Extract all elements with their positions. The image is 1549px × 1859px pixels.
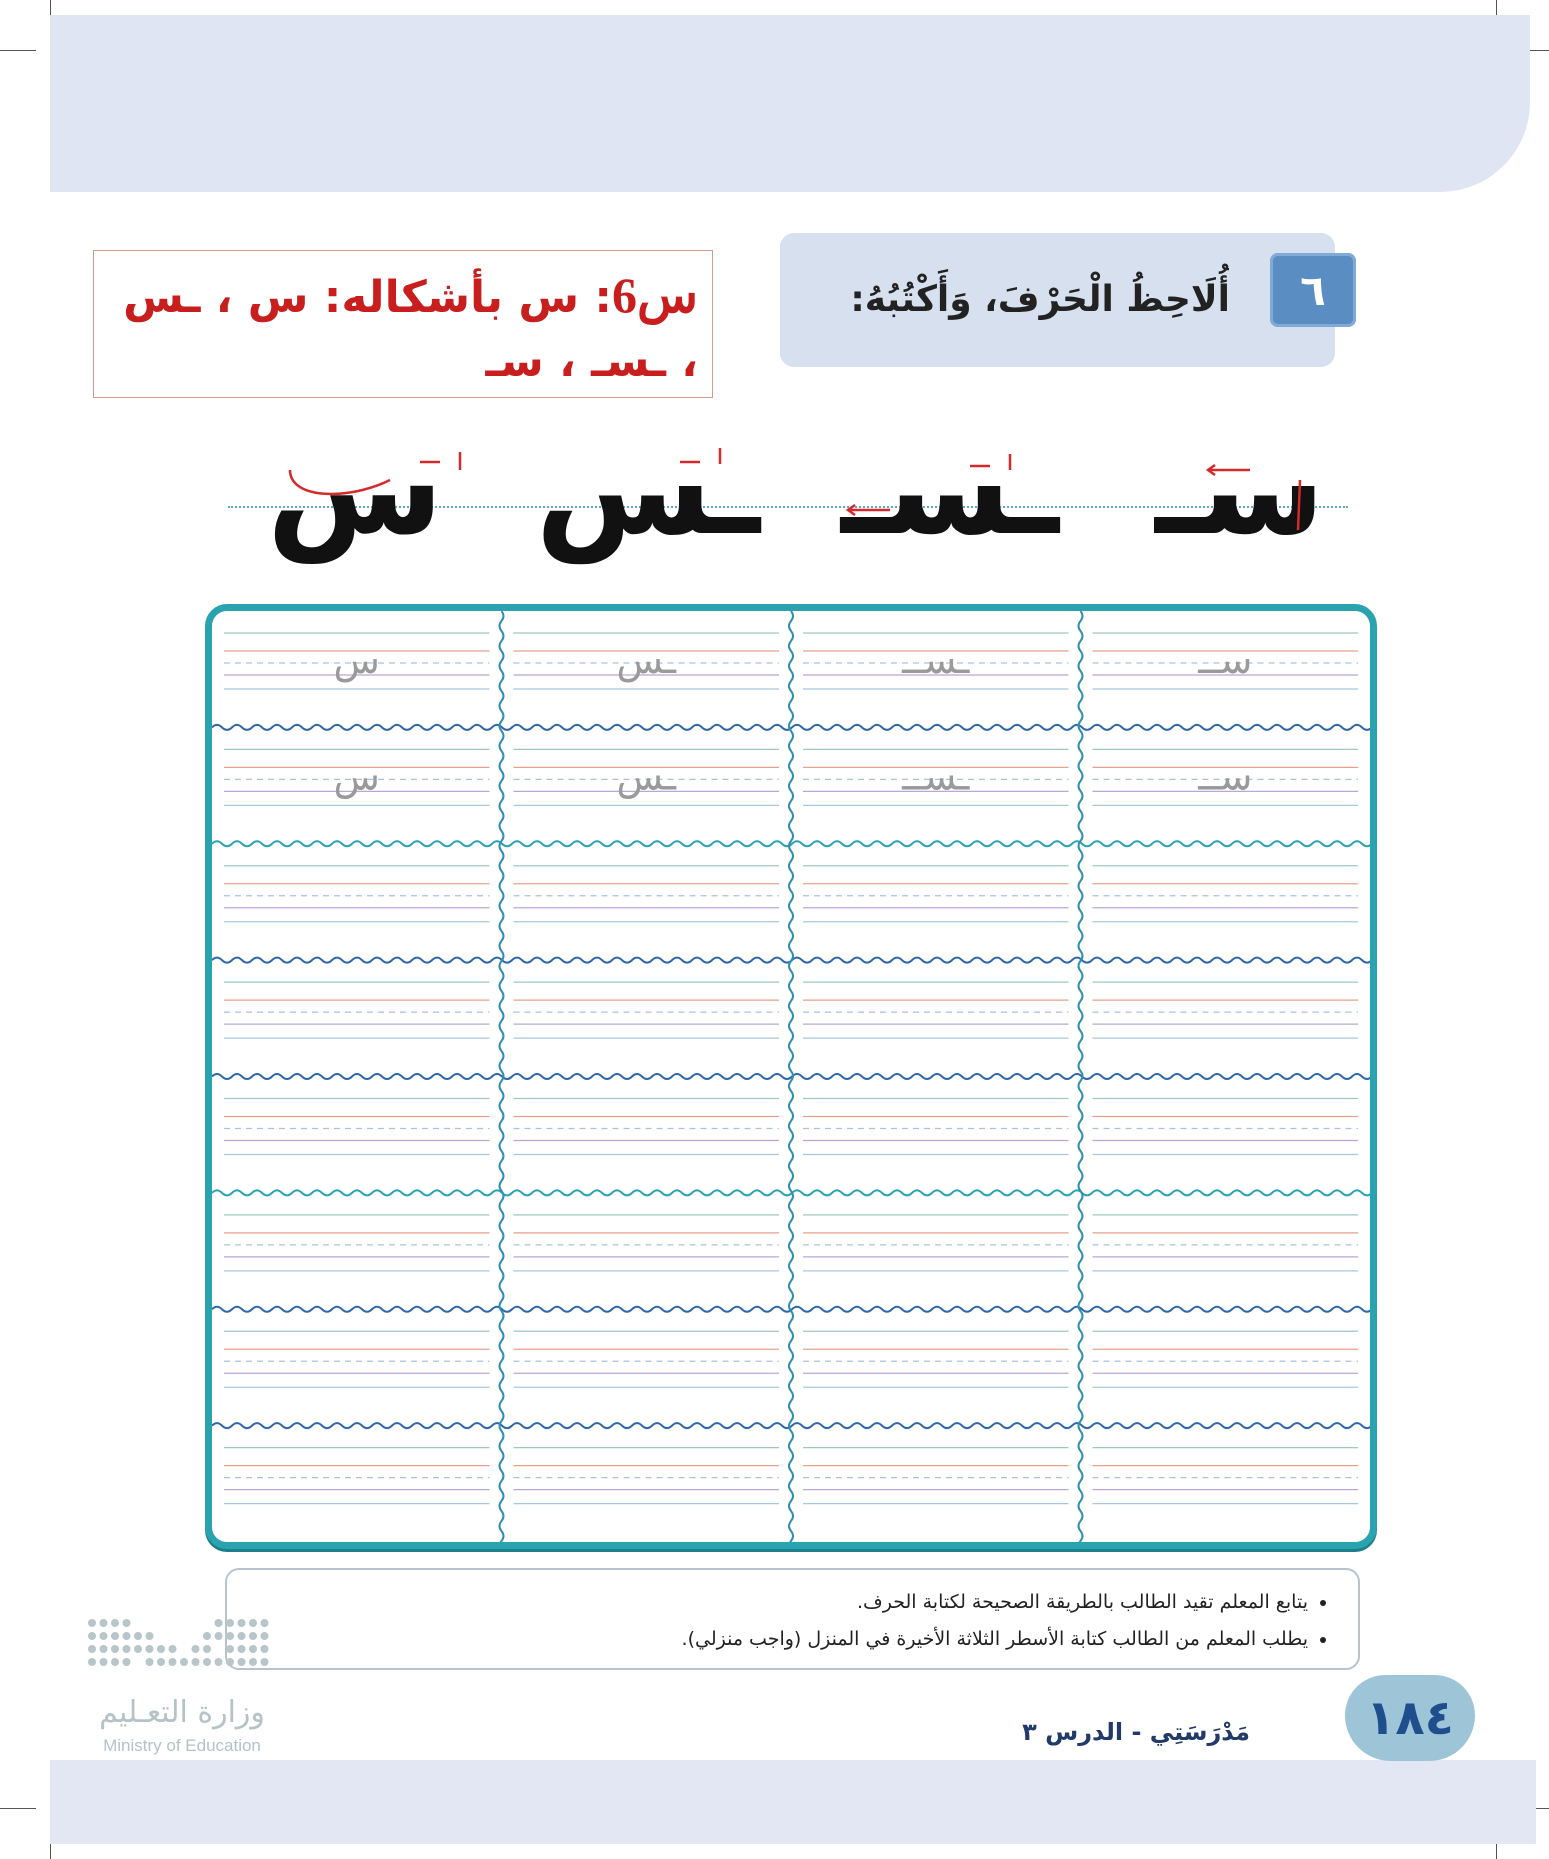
logo-dot <box>261 1645 269 1653</box>
header-band <box>50 15 1530 192</box>
crop-mark <box>0 50 36 51</box>
page-number: ١٨٤ <box>1345 1675 1475 1761</box>
logo-dot <box>169 1645 177 1653</box>
logo-dot <box>238 1619 246 1627</box>
logo-dot <box>203 1658 211 1666</box>
logo-dot <box>215 1632 223 1640</box>
logo-dot <box>123 1619 131 1627</box>
logo-dot <box>100 1658 108 1666</box>
logo-dot <box>100 1645 108 1653</box>
logo-dot <box>192 1658 200 1666</box>
logo-dot <box>249 1658 257 1666</box>
practice-grid-lines <box>212 611 1370 1542</box>
ministry-name-ar: وزارة التعـليم <box>99 1695 265 1730</box>
logo-dot <box>249 1645 257 1653</box>
crop-mark <box>0 1808 36 1809</box>
logo-dot <box>249 1619 257 1627</box>
guide-letter: ـس <box>616 638 677 682</box>
logo-dot <box>238 1658 246 1666</box>
logo-dot <box>100 1619 108 1627</box>
guide-letter: ـســ <box>902 638 970 682</box>
logo-dot <box>146 1658 154 1666</box>
logo-dot <box>226 1658 234 1666</box>
question-text: أُلَاحِظُ الْحَرْفَ، وَأَكْتُبُهُ: <box>850 279 1230 320</box>
ministry-name-en: Ministry of Education <box>103 1736 261 1755</box>
logo-dot <box>261 1658 269 1666</box>
logo-dot <box>169 1658 177 1666</box>
logo-dot <box>111 1619 119 1627</box>
answer-box <box>93 250 713 398</box>
logo-dot <box>111 1658 119 1666</box>
logo-dot <box>123 1658 131 1666</box>
logo-dot <box>88 1619 96 1627</box>
row-divider <box>212 725 1370 730</box>
guide-letter: ـســ <box>902 754 970 799</box>
logo-dot <box>226 1632 234 1640</box>
question-number-badge: ٦ <box>1270 253 1356 327</box>
model-letter-final: ـس <box>535 415 760 564</box>
row-divider <box>212 1074 1370 1079</box>
logo-dot <box>134 1632 142 1640</box>
logo-dot <box>261 1632 269 1640</box>
model-letter-initial: سـ <box>1155 415 1325 564</box>
teacher-note: • يتابع المعلم تقيد الطالب بالطريقة الصحيحة لكتابة الحرف. <box>247 1584 1308 1621</box>
model-letter-isolated: س <box>266 415 444 564</box>
logo-dot <box>88 1658 96 1666</box>
answer-text: : س بأشكاله: س ، ـس ، ـسـ ، سـ <box>123 272 698 387</box>
logo-dot <box>111 1645 119 1653</box>
logo-dot <box>134 1645 142 1653</box>
logo-dot <box>203 1645 211 1653</box>
logo-dot <box>123 1645 131 1653</box>
footer-band <box>50 1760 1536 1844</box>
guide-letter: س <box>333 638 380 682</box>
guide-letter: ســ <box>1198 754 1253 799</box>
logo-dot <box>238 1645 246 1653</box>
logo-dot <box>88 1632 96 1640</box>
logo-dot <box>226 1645 234 1653</box>
stroke-arrows <box>250 440 1350 540</box>
teacher-notes <box>225 1568 1360 1670</box>
logo-dot <box>261 1619 269 1627</box>
logo-dot <box>111 1632 119 1640</box>
ministry-logo-icon <box>86 1615 276 1687</box>
logo-dot <box>203 1632 211 1640</box>
footer-title: مَدْرَسَتِي - الدرس ٣ <box>1022 1718 1250 1746</box>
logo-dot <box>238 1632 246 1640</box>
logo-dot <box>215 1619 223 1627</box>
guide-letter: ســ <box>1198 638 1253 682</box>
practice-grid <box>205 604 1377 1549</box>
logo-dot <box>157 1658 165 1666</box>
logo-dot <box>88 1645 96 1653</box>
logo-dot <box>100 1632 108 1640</box>
teacher-note: • يطلب المعلم من الطالب كتابة الأسطر الثلاثة الأخيرة في المنزل (واجب منزلي). <box>247 1621 1308 1658</box>
column-divider <box>1079 611 1083 1542</box>
row-divider <box>212 1423 1370 1428</box>
logo-dot <box>192 1645 200 1653</box>
logo-dot <box>215 1658 223 1666</box>
logo-dot <box>157 1645 165 1653</box>
logo-dot <box>180 1658 188 1666</box>
logo-dot <box>226 1619 234 1627</box>
logo-dot <box>249 1632 257 1640</box>
logo-dot <box>146 1632 154 1640</box>
answer-number: س6 <box>611 267 698 323</box>
logo-dot <box>123 1632 131 1640</box>
guide-letter: س <box>333 754 380 799</box>
guide-letter: ـس <box>616 754 677 799</box>
model-letter-medial: ـسـ <box>841 415 1059 564</box>
logo-dot <box>146 1645 154 1653</box>
